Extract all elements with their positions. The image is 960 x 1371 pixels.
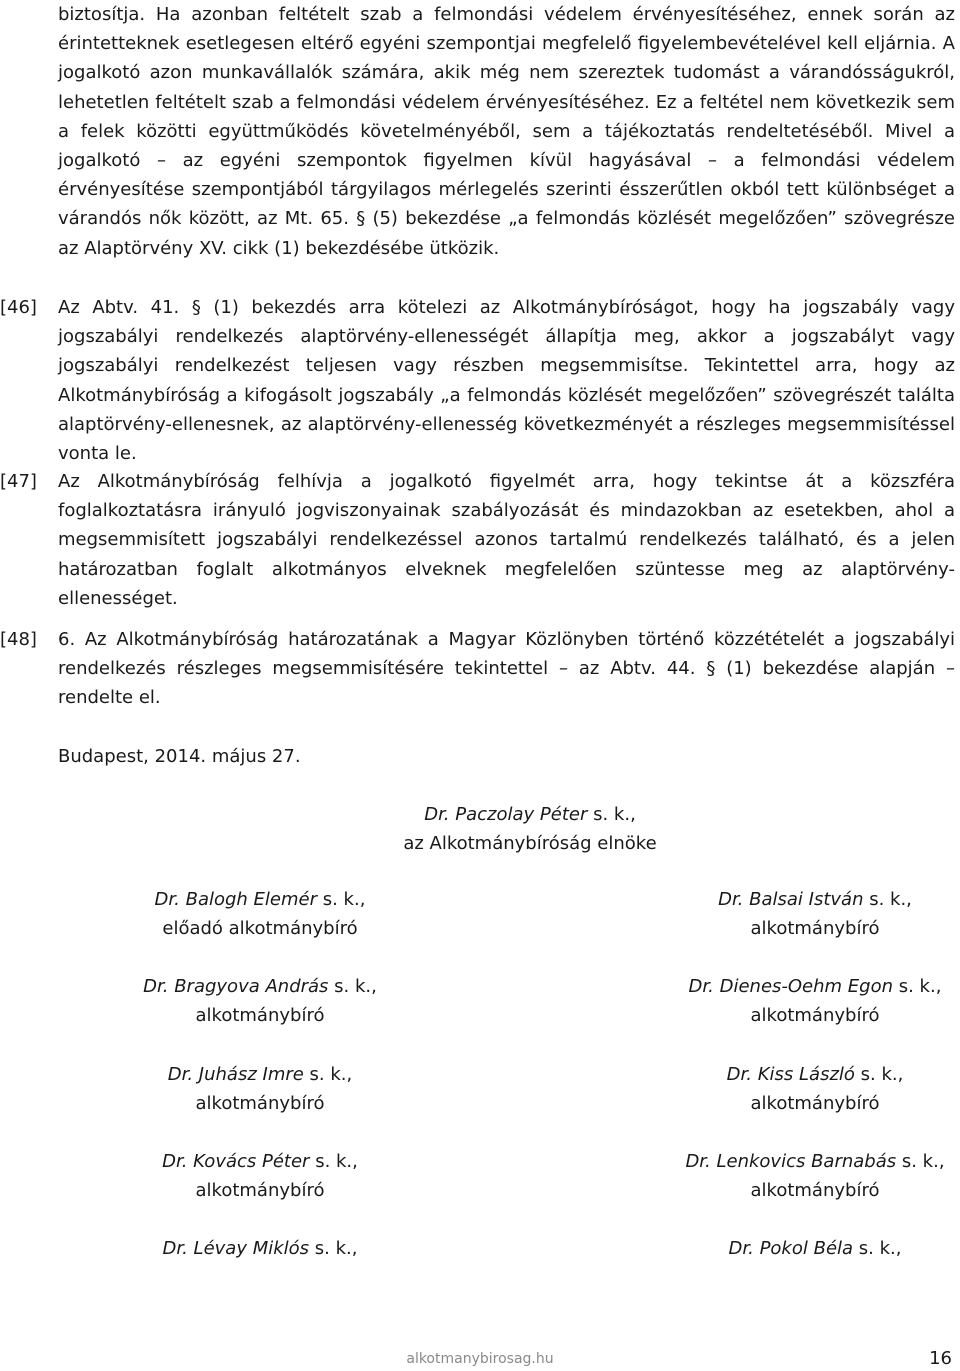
signature-block — [660, 1147, 960, 1205]
continuation-paragraph: biztosítja. Ha azonban feltételt szab a felmondási védelem érvényesítéséhez, ennek során az érintetteknek esetlegesen eltérő egyéni szempontjai megfelelő figyelembevételével kell eljárnia. A jogalkotó azon munkavállalók számára, akik még nem szereztek tudomást a várandósságukról, lehetetlen feltételt szab a felmondási védelem érvényesítéséhez. Ez a feltétel nem következik sem a felek közötti együttműködés követelményéből, sem a tájékoztatás rendeltetéséből. Mivel a jogalkotó – az egyéni szempontok figyelmen kívül hagyásával – a felmondási védelem érvényesítése szempontjából tárgyilagos mérlegelés szerinti ésszerűtlen okból tett különbséget a várandós nők között, az Mt. 65. § (5) bekezdése „a felmondás közlését megelőzően” szövegrésze az Alaptörvény XV. cikk (1) bekezdésébe ütközik. — [58, 4, 955, 259]
signer-role: alkotmánybíró — [195, 1005, 325, 1026]
signer-name: Dr. Balogh Elemér — [154, 889, 318, 910]
paragraph-number: [48] — [0, 629, 37, 650]
signer-role: alkotmánybíró — [750, 1093, 880, 1114]
paragraph-text: Az Abtv. 41. § (1) bekezdés arra kötelezi az Alkotmánybíróságot, hogy ha jogszabály vagy jogszabályi rendelkezés alaptörvény-ellenességét állapítja meg, akkor a jogszabályt vagy jogszabályi rendelkezést teljesen vagy részben megsemmisítse. Tekintettel arra, hogy az Alkotmánybíróság a kifogásolt jogszabály „a felmondás közlését megelőzően” szövegrészét találta alaptörvény-ellenesnek, az alaptörvény-ellenesség következményét a részleges megsemmisítéssel vonta le. — [58, 297, 955, 465]
signature-block — [105, 1234, 415, 1263]
signer-role: alkotmánybíró — [195, 1093, 325, 1114]
signature-block — [660, 885, 960, 943]
paragraph-number: [46] — [0, 297, 37, 318]
signer-suffix: s. k., — [896, 1151, 945, 1172]
signer-name: Dr. Balsai István — [718, 889, 864, 910]
signer-name: Dr. Lenkovics Barnabás — [685, 1151, 897, 1172]
signer-suffix: s. k., — [309, 1238, 358, 1259]
signer-name: Dr. Bragyova András — [143, 976, 329, 997]
signer-suffix: s. k., — [328, 976, 377, 997]
signer-name: Dr. Kovács Péter — [162, 1151, 310, 1172]
signer-suffix: s. k., — [854, 1064, 904, 1085]
signer-suffix: s. k., — [893, 976, 942, 997]
signer-suffix: s. k., — [309, 1151, 358, 1172]
paragraph-number: [47] — [0, 471, 37, 492]
signature-block — [105, 1147, 415, 1205]
signer-name: Dr. Paczolay Péter — [424, 804, 588, 825]
signer-role: előadó alkotmánybíró — [162, 918, 358, 939]
signer-name: Dr. Kiss László — [726, 1064, 855, 1085]
signature-block — [105, 1060, 415, 1118]
place-and-date: Budapest, 2014. május 27. — [58, 746, 301, 767]
signer-role: az Alkotmánybíróság elnöke — [403, 833, 657, 854]
paragraph-text: 6. Az Alkotmánybíróság határozatának a Magyar Közlönyben történő közzétételét a jogszabályi rendelkezés részleges megsemmisítésére tekintettel – az Abtv. 44. § (1) bekezdése alapján – rendelte el. — [58, 629, 955, 709]
signer-role: alkotmánybíró — [750, 918, 880, 939]
signer-suffix: s. k., — [317, 889, 366, 910]
signature-president — [330, 800, 730, 858]
signer-name: Dr. Pokol Béla — [728, 1238, 854, 1259]
signer-name: Dr. Dienes-Oehm Egon — [688, 976, 894, 997]
signature-block — [660, 1060, 960, 1118]
signature-block — [105, 972, 415, 1030]
page-number: 16 — [929, 1348, 952, 1369]
signer-suffix: s. k., — [587, 804, 636, 825]
signer-suffix: s. k., — [853, 1238, 902, 1259]
signer-role: alkotmánybíró — [750, 1005, 880, 1026]
signature-block — [660, 1234, 960, 1263]
paragraph-text: Az Alkotmánybíróság felhívja a jogalkotó figyelmét arra, hogy tekintse át a közszféra foglalkoztatásra irányuló jogviszonyainak szabályozását és mindazokban az esetekben, ahol a megsemmisített jogszabályi rendelkezéssel azonos tartalmú rendelkezés található, és a jelen határozatban foglalt alkotmányos elveknek megfelelően szüntesse meg az alaptörvény-ellenességet. — [58, 471, 955, 609]
signer-name: Dr. Juhász Imre — [167, 1064, 304, 1085]
signer-name: Dr. Lévay Miklós — [162, 1238, 310, 1259]
signer-role: alkotmánybíró — [195, 1180, 325, 1201]
signer-suffix: s. k., — [863, 889, 912, 910]
signer-suffix: s. k., — [303, 1064, 353, 1085]
signature-block — [660, 972, 960, 1030]
signature-block — [105, 885, 415, 943]
footer-website-link[interactable]: alkotmanybirosag.hu — [406, 1351, 554, 1367]
signer-role: alkotmánybíró — [750, 1180, 880, 1201]
